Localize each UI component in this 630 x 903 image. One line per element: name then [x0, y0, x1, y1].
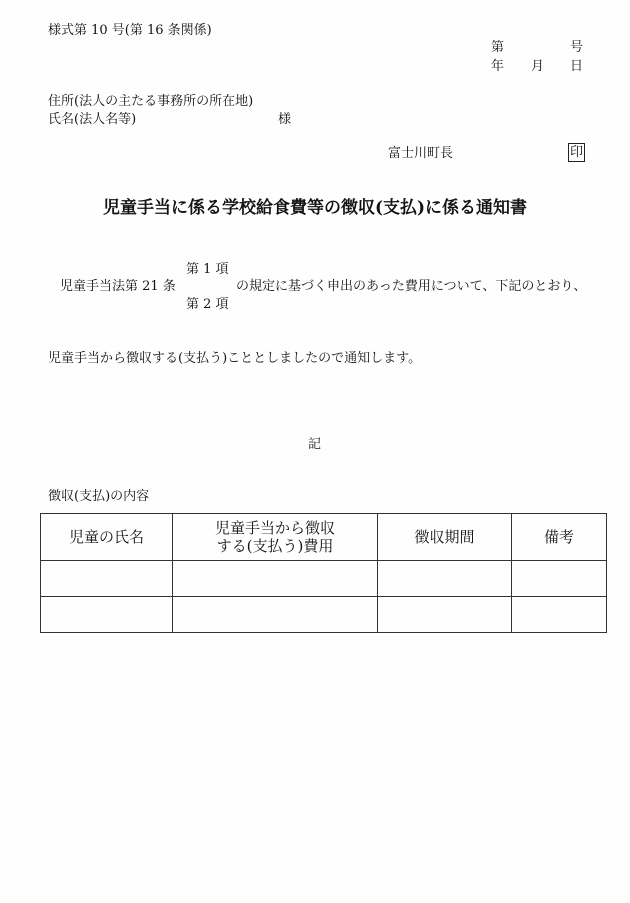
- table-row: [41, 561, 607, 597]
- document-title: 児童手当に係る学校給食費等の徴収(支払)に係る通知書: [102, 198, 528, 218]
- table-cell[interactable]: [378, 561, 512, 597]
- table-cell[interactable]: [378, 597, 512, 633]
- form-number: 様式第 10 号(第 16 条関係): [48, 23, 212, 38]
- recipient-address-label: 住所(法人の主たる事務所の所在地): [48, 94, 254, 109]
- table-row: [41, 597, 607, 633]
- column-cost: 児童手当から徴収 する(支払う)費用: [173, 514, 378, 561]
- table-cell[interactable]: [173, 597, 378, 633]
- table-header-row: [41, 514, 607, 561]
- body-sentence: 児童手当から徴収する(支払う)こととしましたので通知します。: [48, 351, 422, 366]
- column-child-name: 児童の氏名: [41, 514, 173, 561]
- table-cell[interactable]: [173, 561, 378, 597]
- sender-name: 富士川町長: [388, 146, 454, 161]
- date-day: 日: [570, 59, 584, 74]
- body-clause: の規定に基づく申出のあった費用について、下記のとおり、: [236, 279, 587, 294]
- law-reference: 児童手当法第 21 条: [60, 279, 176, 294]
- date-year: 年: [491, 59, 505, 74]
- seal-mark: 印: [570, 145, 584, 160]
- table-cell[interactable]: [41, 597, 173, 633]
- law-item-2: 第 2 項: [186, 297, 229, 312]
- recipient-name-label: 氏名(法人名等): [48, 112, 137, 127]
- details-table: [40, 513, 607, 633]
- column-remarks: 備考: [512, 514, 607, 561]
- recipient-honorific: 様: [278, 112, 292, 127]
- table-cell[interactable]: [41, 561, 173, 597]
- law-item-1: 第 1 項: [186, 262, 229, 277]
- document-number-suffix: 号: [570, 40, 584, 55]
- column-period: 徴収期間: [378, 514, 512, 561]
- details-heading: 徴収(支払)の内容: [48, 489, 150, 504]
- table-cell[interactable]: [512, 561, 607, 597]
- table-cell[interactable]: [512, 597, 607, 633]
- date-month: 月: [531, 59, 545, 74]
- ki-heading: 記: [308, 437, 322, 452]
- document-number-prefix: 第: [491, 40, 505, 55]
